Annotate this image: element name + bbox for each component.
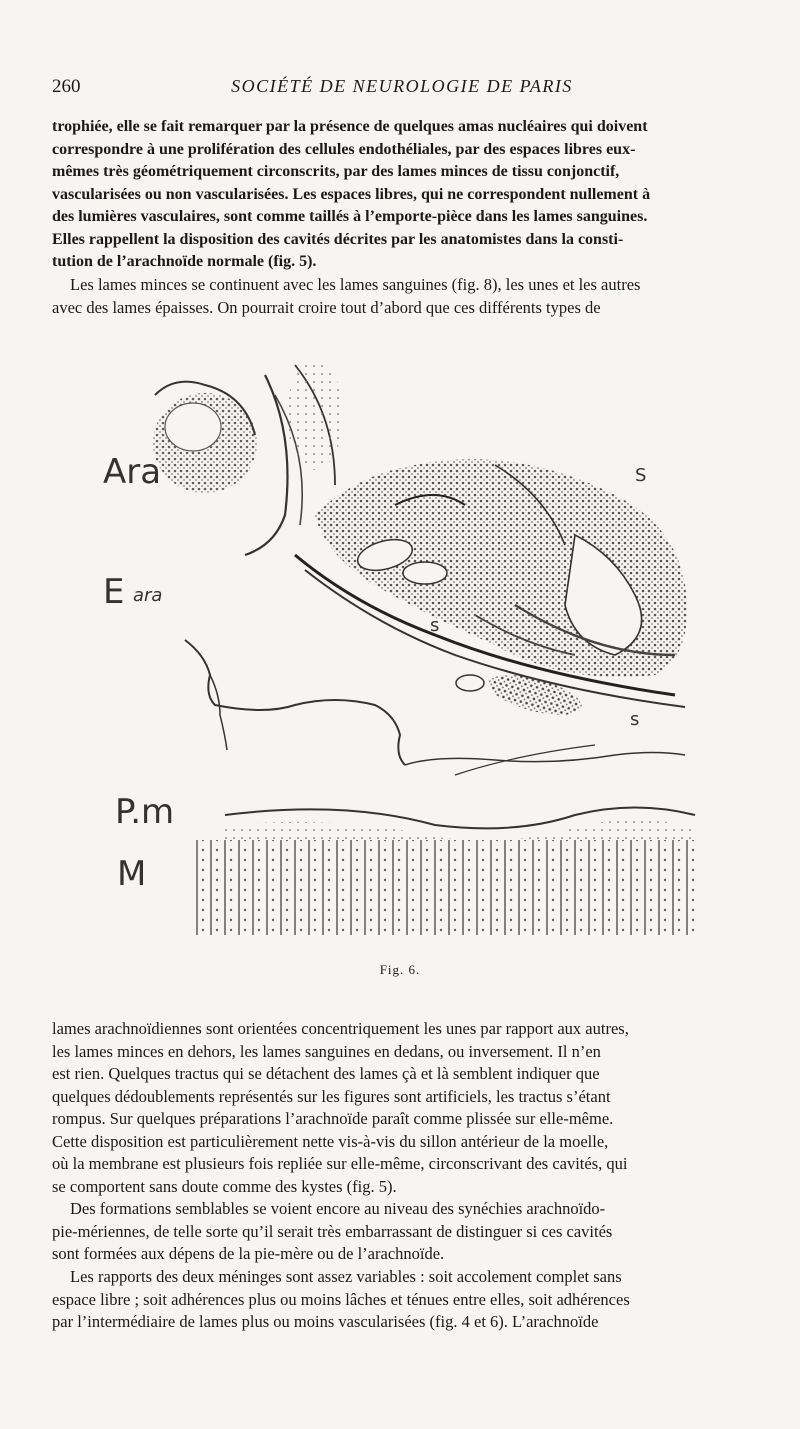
text-line: vascularisées ou non vascularisées. Les espaces libres, qui ne correspondent nullement à [52, 185, 651, 203]
page-number: 260 [52, 76, 81, 97]
text-line: Cette disposition est particulièrement nette vis-à-vis du sillon antérieur de la moelle, [52, 1131, 609, 1151]
histology-figure [95, 355, 705, 945]
text-line: est rien. Quelques tractus qui se détachent des lames çà et là semblent indiquer que [52, 1064, 600, 1083]
label-m: M [117, 854, 147, 894]
text-line: pie-mériennes, de telle sorte qu’il serait très embarrassant de distinguer si ces cavités [52, 1221, 613, 1241]
figure-caption: Fig. 6. [379, 962, 421, 977]
thick-lamina-mass [295, 459, 687, 707]
text-line: trophiée, elle se fait remarquer par la présence de quelques amas nucléaires qui doivent [52, 118, 648, 135]
paragraph-5 [52, 1266, 752, 1334]
label-e-sub: ara [133, 585, 163, 606]
paragraph-4 [52, 1198, 752, 1266]
spinal-cord [195, 840, 695, 935]
text-line: espace libre ; soit adhérences plus ou moins lâches et ténues entre elles, soit adhérences [52, 1289, 630, 1309]
pia-mater [225, 808, 695, 846]
text-line: où la membrane est plusieurs fois repliée sur elle-même, circonscrivant des cavités, qui [52, 1154, 628, 1173]
text-line: avec des lames épaisses. On pourrait croire tout d’abord que ces différents types de [52, 297, 601, 317]
label-pm: P.m [115, 792, 175, 832]
text-line: par l’intermédiaire de lames plus ou moins vascularisées (fig. 4 et 6). L’arachnoïde [52, 1312, 599, 1331]
running-head: SOCIÉTÉ DE NEUROLOGIE DE PARIS [231, 76, 573, 96]
text-line: mêmes très géométriquement circonscrits, par des lames minces de tissu conjonctif, [52, 163, 620, 180]
label-s2: s [430, 615, 440, 636]
label-s1: S [635, 465, 647, 486]
text-line: lames arachnoïdiennes sont orientées concentriquement les unes par rapport aux autres, [52, 1019, 629, 1038]
paragraph-1 [52, 116, 752, 274]
label-s3: s [630, 709, 640, 730]
text-line: sont formées aux dépens de la pie-mère ou de l’arachnoïde. [52, 1244, 445, 1263]
text-line: se comportent sans doute comme des kystes (fig. 5). [52, 1176, 397, 1196]
text-line: des lumières vasculaires, sont comme taillés à l’emporte-pièce dans les lames sanguines. [52, 208, 648, 225]
text-line: rompus. Sur quelques préparations l’arachnoïde paraît comme plissée sur elle-même. [52, 1109, 614, 1128]
label-e: E [103, 572, 125, 612]
text-line: correspondre à une prolifération des cellules endothéliales, par des espaces libres eux- [52, 140, 636, 158]
arachnoid-cluster [153, 360, 343, 555]
text-line: quelques dédoublements représentés sur les figures sont artificiels, les tractus s’étant [52, 1086, 611, 1106]
text-line: les lames minces en dehors, les lames sanguines en dedans, ou inversement. Il n’en [52, 1041, 601, 1061]
paragraph-2 [52, 274, 752, 319]
paragraph-3 [52, 1018, 752, 1198]
text-line: Elles rappellent la disposition des cavités décrites par les anatomistes dans la consti- [52, 230, 624, 248]
page-header [52, 76, 752, 104]
text-line: Les lames minces se continuent avec les lames sanguines (fig. 8), les unes et les autres [70, 275, 641, 294]
text-line: tution de l’arachnoïde normale (fig. 5). [52, 253, 317, 270]
figure-drawing [95, 355, 705, 945]
label-ara: Ara [103, 452, 162, 492]
text-line: Des formations semblables se voient encore au niveau des synéchies arachnoïdo- [70, 1199, 606, 1218]
text-line: Les rapports des deux méninges sont assez variables : soit accolement complet sans [70, 1267, 622, 1286]
